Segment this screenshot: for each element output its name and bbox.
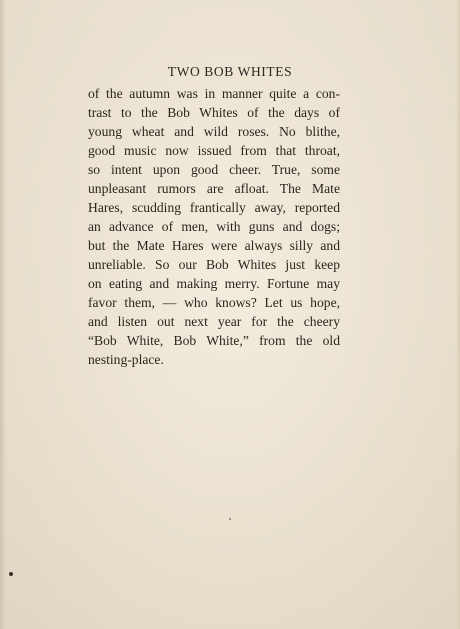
text-line-last: nesting-place. [88, 352, 164, 367]
text-line: favor them, — who knows? Let us hope, [88, 295, 340, 310]
page-edge-left [0, 0, 6, 629]
text-line: young wheat and wild roses. No blithe, [88, 124, 340, 139]
text-line: so intent upon good cheer. True, some [88, 162, 340, 177]
ink-speck [9, 572, 13, 576]
text-line: but the Mate Hares were always silly and [88, 238, 340, 253]
ink-speck [229, 518, 231, 520]
page-edge-right [456, 0, 460, 629]
text-line: unreliable. So our Bob Whites just keep [88, 257, 340, 272]
text-line: trast to the Bob Whites of the days of [88, 105, 340, 120]
text-line: an advance of men, with guns and dogs; [88, 219, 340, 234]
text-line: and listen out next year for the cheery [88, 314, 340, 329]
body-text [88, 84, 340, 369]
text-line: of the autumn was in manner quite a con- [88, 86, 340, 101]
text-line: on eating and making merry. Fortune may [88, 276, 340, 291]
running-head: TWO BOB WHITES [167, 64, 293, 79]
text-line: Hares, scudding frantically away, reported [88, 200, 340, 215]
text-line: good music now issued from that throat, [88, 143, 340, 158]
text-line: “Bob White, Bob White,” from the old [88, 333, 340, 348]
text-line: unpleasant rumors are afloat. The Mate [88, 181, 340, 196]
